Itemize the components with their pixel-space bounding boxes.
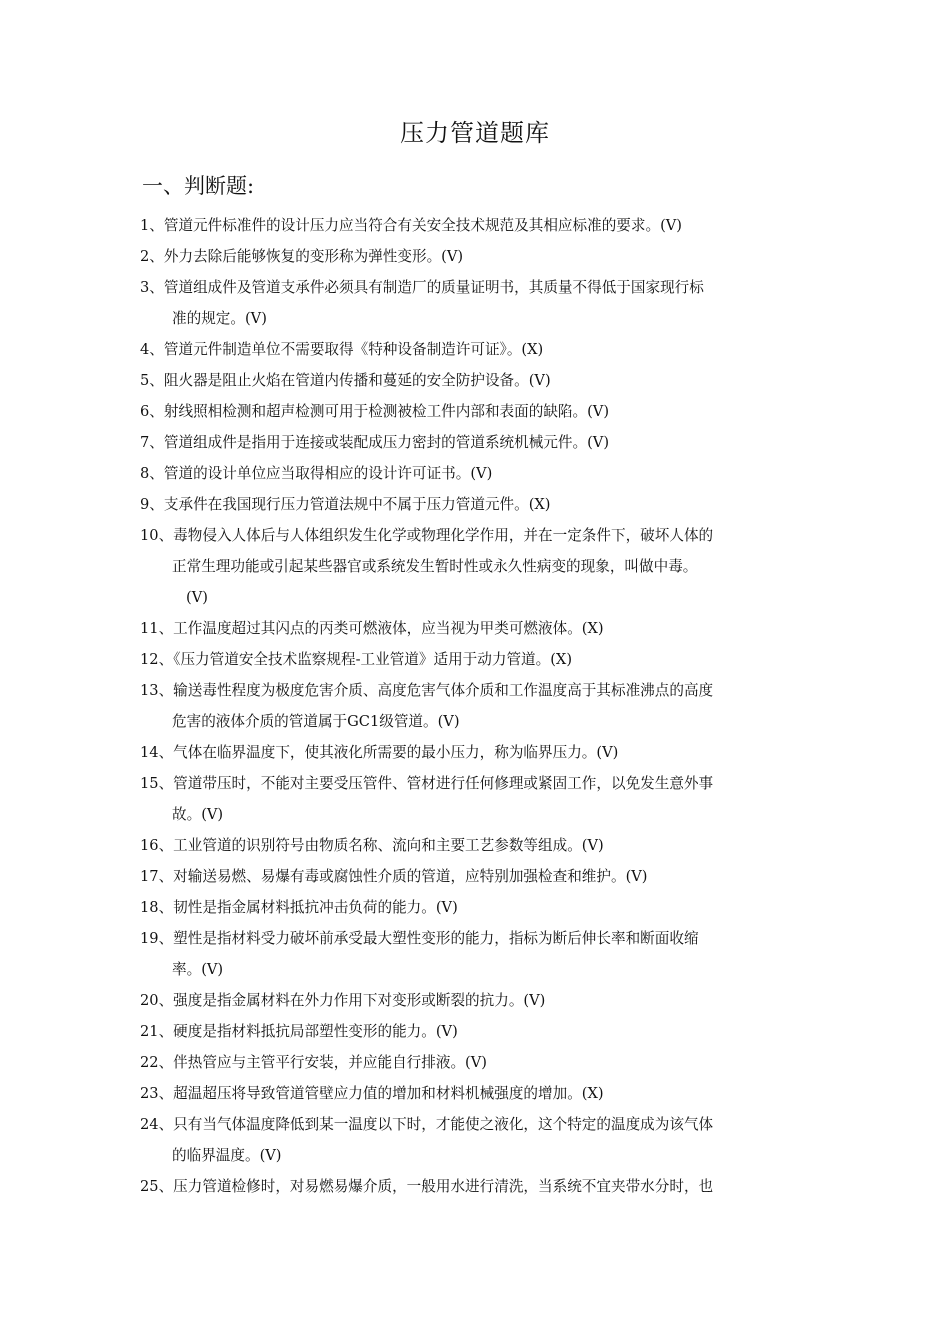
question-continuation: 危害的液体介质的管道属于GC1级管道。(V) <box>172 713 460 730</box>
question-item <box>140 1109 810 1171</box>
question-text: 13、输送毒性程度为极度危害介质、高度危害气体介质和工作温度高于其标准沸点的高度 <box>140 682 714 699</box>
question-continuation: 准的规定。(V) <box>172 310 267 327</box>
question-text: 10、毒物侵入人体后与人体组织发生化学或物理化学作用，并在一定条件下，破坏人体的 <box>140 527 714 544</box>
question-item <box>140 892 810 923</box>
question-item <box>140 272 810 334</box>
question-text: 11、工作温度超过其闪点的丙类可燃液体，应当视为甲类可燃液体。(X) <box>140 620 604 637</box>
question-text: 14、气体在临界温度下，使其液化所需要的最小压力，称为临界压力。(V) <box>140 744 619 761</box>
question-item <box>140 1171 810 1202</box>
question-item <box>140 210 810 241</box>
question-text: 17、对输送易燃、易爆有毒或腐蚀性介质的管道，应特别加强检查和维护。(V) <box>140 868 648 885</box>
question-item <box>140 1078 810 1109</box>
question-continuation: 率。(V) <box>172 961 224 978</box>
question-item <box>140 396 810 427</box>
question-text: 9、支承件在我国现行压力管道法规中不属于压力管道元件。(X) <box>140 496 551 513</box>
question-item <box>140 768 810 830</box>
question-text: 2、外力去除后能够恢复的变形称为弹性变形。(V) <box>140 248 464 265</box>
question-item <box>140 985 810 1016</box>
question-text: 3、管道组成件及管道支承件必须具有制造厂的质量证明书，其质量不得低于国家现行标 <box>140 279 704 296</box>
question-continuation: 的临界温度。(V) <box>172 1147 282 1164</box>
question-item <box>140 644 810 675</box>
question-item <box>140 1047 810 1078</box>
question-text: 6、射线照相检测和超声检测可用于检测被检工件内部和表面的缺陷。(V) <box>140 403 610 420</box>
question-item <box>140 675 810 737</box>
question-item <box>140 923 810 985</box>
question-text: 5、阻火器是阻止火焰在管道内传播和蔓延的安全防护设备。(V) <box>140 372 551 389</box>
question-text: 18、韧性是指金属材料抵抗冲击负荷的能力。(V) <box>140 899 458 916</box>
question-item <box>140 737 810 768</box>
question-continuation: 正常生理功能或引起某些器官或系统发生暂时性或永久性病变的现象，叫做中毒。 <box>172 558 698 575</box>
question-item <box>140 613 810 644</box>
question-list <box>140 210 810 1202</box>
question-item <box>140 427 810 458</box>
question-text: 16、工业管道的识别符号由物质名称、流向和主要工艺参数等组成。(V) <box>140 837 604 854</box>
question-continuation: (V) <box>186 589 208 606</box>
question-item <box>140 520 810 613</box>
question-text: 23、超温超压将导致管道管壁应力值的增加和材料机械强度的增加。(X) <box>140 1085 604 1102</box>
question-item <box>140 458 810 489</box>
question-text: 4、管道元件制造单位不需要取得《特种设备制造许可证》。(X) <box>140 341 544 358</box>
question-text: 8、管道的设计单位应当取得相应的设计许可证书。(V) <box>140 465 493 482</box>
question-item <box>140 241 810 272</box>
question-text: 7、管道组成件是指用于连接或装配成压力密封的管道系统机械元件。(V) <box>140 434 610 451</box>
question-item <box>140 334 810 365</box>
question-item <box>140 365 810 396</box>
question-item <box>140 861 810 892</box>
question-continuation: 故。(V) <box>172 806 224 823</box>
question-text: 22、伴热管应与主管平行安装，并应能自行排液。(V) <box>140 1054 487 1071</box>
question-text: 12、《压力管道安全技术监察规程-工业管道》适用于动力管道。(X) <box>140 651 573 668</box>
question-text: 24、只有当气体温度降低到某一温度以下时，才能使之液化，这个特定的温度成为该气体 <box>140 1116 714 1133</box>
question-item <box>140 1016 810 1047</box>
question-item <box>140 830 810 861</box>
question-text: 19、塑性是指材料受力破坏前承受最大塑性变形的能力，指标为断后伸长率和断面收缩 <box>140 930 699 947</box>
question-text: 20、强度是指金属材料在外力作用下对变形或断裂的抗力。(V) <box>140 992 546 1009</box>
question-text: 21、硬度是指材料抵抗局部塑性变形的能力。(V) <box>140 1023 458 1040</box>
question-text: 15、管道带压时，不能对主要受压管件、管材进行任何修理或紧固工作，以免发生意外事 <box>140 775 714 792</box>
question-item <box>140 489 810 520</box>
page-title: 压力管道题库 <box>400 119 550 147</box>
question-text: 1、管道元件标准件的设计压力应当符合有关安全技术规范及其相应标准的要求。(V) <box>140 217 682 234</box>
section-heading: 一、判断题: <box>142 174 255 198</box>
question-text: 25、压力管道检修时，对易燃易爆介质，一般用水进行清洗，当系统不宜夹带水分时，也 <box>140 1178 714 1195</box>
